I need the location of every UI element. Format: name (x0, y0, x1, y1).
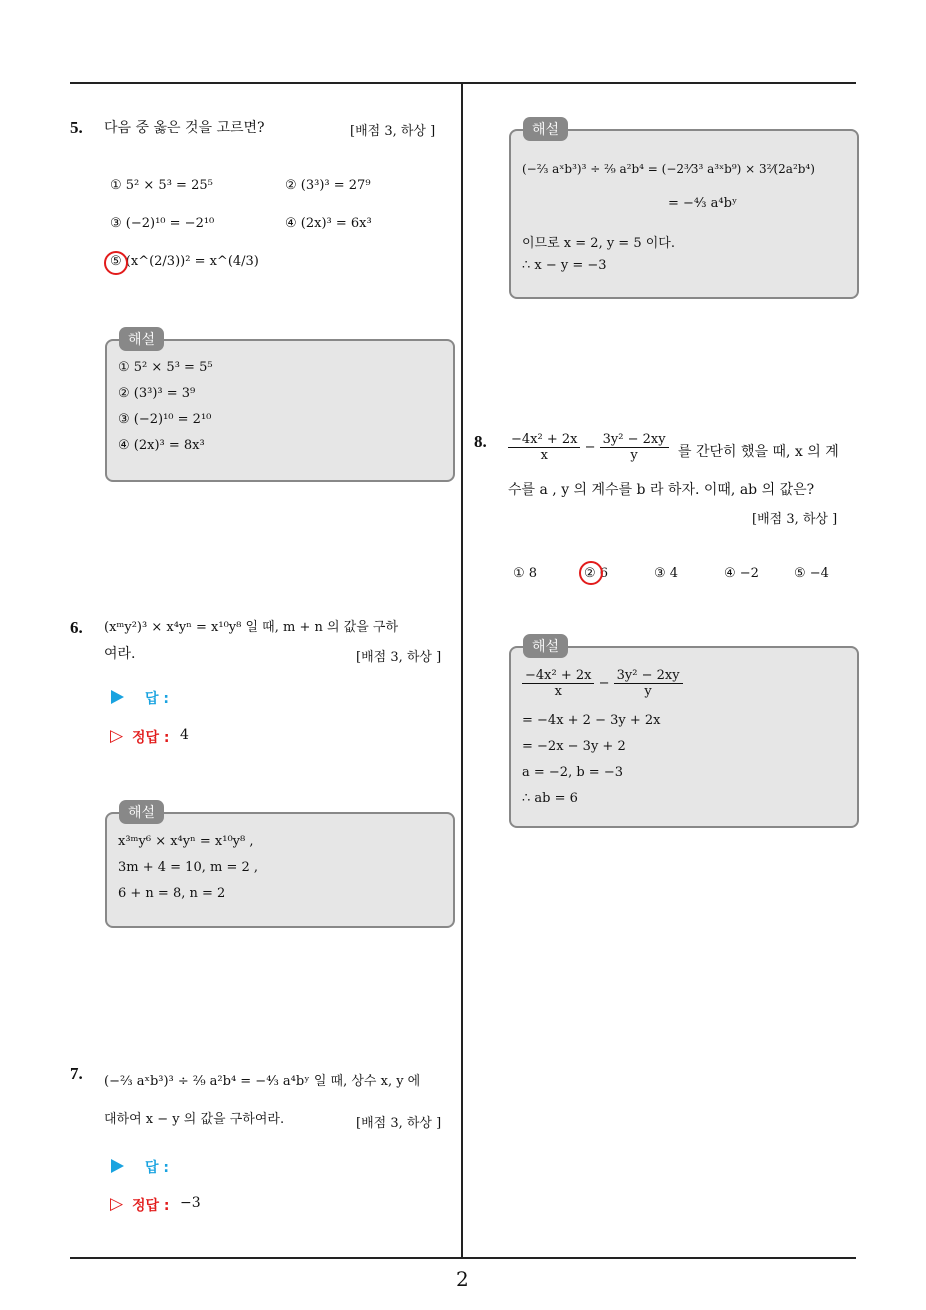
q7-solution-box (509, 129, 859, 299)
q5-choice-4[interactable]: ④ (2x)³ = 6x³ (285, 216, 372, 231)
q7-correct-label: 정답 : (132, 1198, 170, 1214)
question-7-text: (−⅔ aˣb³)³ ÷ ²⁄₉ a²b⁴ = −⁴⁄₃ a⁴bʸ 일 때, 상수 x, y 에 (104, 1074, 421, 1089)
question-8-text: 를 간단히 했을 때, x 의 계 (678, 444, 839, 460)
q5-solution-tag: 해설 (119, 327, 164, 351)
q8-solution-fraction-2-denominator: y (644, 684, 652, 699)
q8-choice-2[interactable]: ② 6 (584, 566, 609, 581)
q7-solution-line: (−⅔ aˣb³)³ ÷ ²⁄₉ a²b⁴ = (−2³⁄3³ a³ˣb⁹) × 3²⁄(2a²b⁴) (522, 162, 815, 176)
q5-choice-3[interactable]: ③ (−2)¹⁰ = −2¹⁰ (110, 216, 215, 231)
q5-choice-2[interactable]: ② (3³)³ = 27⁹ (285, 178, 371, 193)
question-8-number: 8. (474, 432, 487, 451)
q8-fraction-1 (508, 432, 580, 463)
question-8-text-2: 수를 a , y 의 계수를 b 라 하자. 이때, ab 의 값은? (508, 482, 815, 498)
q8-choice-4[interactable]: ④ −2 (724, 566, 759, 581)
question-7-score: [배점 3, 하상 ] (356, 1116, 442, 1131)
question-6-number: 6. (70, 618, 83, 637)
q8-solution-fraction-1-numerator: −4x² + 2x (522, 668, 594, 684)
question-5-number: 5. (70, 118, 83, 137)
question-6-text-2: 여라. (104, 646, 136, 662)
q6-answer-input[interactable] (186, 688, 386, 708)
question-8-score: [배점 3, 하상 ] (752, 512, 838, 527)
bottom-rule (70, 1257, 856, 1259)
q6-solution-tag: 해설 (119, 800, 164, 824)
page-number: 2 (456, 1267, 469, 1291)
q8-fraction-2-denominator: y (630, 448, 638, 463)
q8-solution-line: = −2x − 3y + 2 (522, 739, 626, 754)
question-8-expression (508, 432, 669, 463)
q8-solution-fraction-1 (522, 668, 594, 699)
q5-solution-line: ① 5² × 5³ = 5⁵ (118, 360, 213, 375)
q6-correct-value: 4 (180, 727, 189, 743)
q5-solution-line: ④ (2x)³ = 8x³ (118, 438, 205, 453)
q6-solution-line: 6 + n = 8, n = 2 (118, 886, 226, 901)
q8-solution-expression (522, 668, 683, 699)
question-6-score: [배점 3, 하상 ] (356, 650, 442, 665)
q8-fraction-1-denominator: x (540, 448, 548, 463)
q8-fraction-2 (600, 432, 669, 463)
q8-solution-fraction-2-numerator: 3y² − 2xy (614, 668, 683, 684)
minus-sign: − (598, 676, 614, 691)
q8-answer-mark (579, 561, 603, 585)
q7-solution-line: 이므로 x = 2, y = 5 이다. (522, 236, 675, 251)
q8-solution-line: ∴ ab = 6 (522, 791, 578, 806)
q6-correct-label: 정답 : (132, 730, 170, 746)
question-5-score: [배점 3, 하상 ] (350, 124, 436, 139)
q8-solution-tag: 해설 (523, 634, 568, 658)
q8-solution-fraction-1-denominator: x (554, 684, 562, 699)
question-6-text: (xᵐy²)³ × x⁴yⁿ = x¹⁰y⁸ 일 때, m + n 의 값을 구하 (104, 620, 399, 635)
q5-choice-5[interactable]: ⑤ (x^(2/3))² = x^(4/3) (110, 254, 259, 269)
q6-solution-line: 3m + 4 = 10, m = 2 , (118, 860, 259, 875)
answer-arrow-icon (111, 1159, 124, 1173)
q8-fraction-2-numerator: 3y² − 2xy (600, 432, 669, 448)
q7-solution-line: ∴ x − y = −3 (522, 258, 607, 273)
q8-solution-fraction-2 (614, 668, 683, 699)
q7-solution-tag: 해설 (523, 117, 568, 141)
q7-answer-input[interactable] (186, 1157, 386, 1177)
answer-arrow-icon (111, 690, 124, 704)
minus-sign: − (584, 440, 600, 455)
q7-answer-label: 답 : (145, 1160, 169, 1176)
q5-solution-line: ② (3³)³ = 3⁹ (118, 386, 196, 401)
q8-solution-line: = −4x + 2 − 3y + 2x (522, 713, 661, 728)
question-5-text: 다음 중 옳은 것을 고르면? (104, 120, 265, 136)
q8-choice-3[interactable]: ③ 4 (654, 566, 679, 581)
q8-choice-1[interactable]: ① 8 (513, 566, 538, 581)
q6-solution-line: x³ᵐy⁶ × x⁴yⁿ = x¹⁰y⁸ , (118, 834, 254, 849)
top-rule (70, 82, 856, 84)
q7-correct-value: −3 (180, 1195, 201, 1211)
column-divider (461, 84, 463, 1257)
q7-solution-line: = −⁴⁄₃ a⁴bʸ (668, 196, 738, 211)
q5-choice-1[interactable]: ① 5² × 5³ = 25⁵ (110, 178, 213, 193)
correct-arrow-icon: ▷ (110, 1194, 124, 1214)
q8-choice-5[interactable]: ⑤ −4 (794, 566, 829, 581)
q5-solution-line: ③ (−2)¹⁰ = 2¹⁰ (118, 412, 212, 427)
question-7-text-2: 대하여 x − y 의 값을 구하여라. (104, 1112, 285, 1127)
q6-answer-label: 답 : (145, 691, 169, 707)
correct-arrow-icon: ▷ (110, 726, 124, 746)
q5-answer-mark (104, 251, 128, 275)
q8-fraction-1-numerator: −4x² + 2x (508, 432, 580, 448)
question-7-number: 7. (70, 1064, 83, 1083)
q8-solution-line: a = −2, b = −3 (522, 765, 623, 780)
